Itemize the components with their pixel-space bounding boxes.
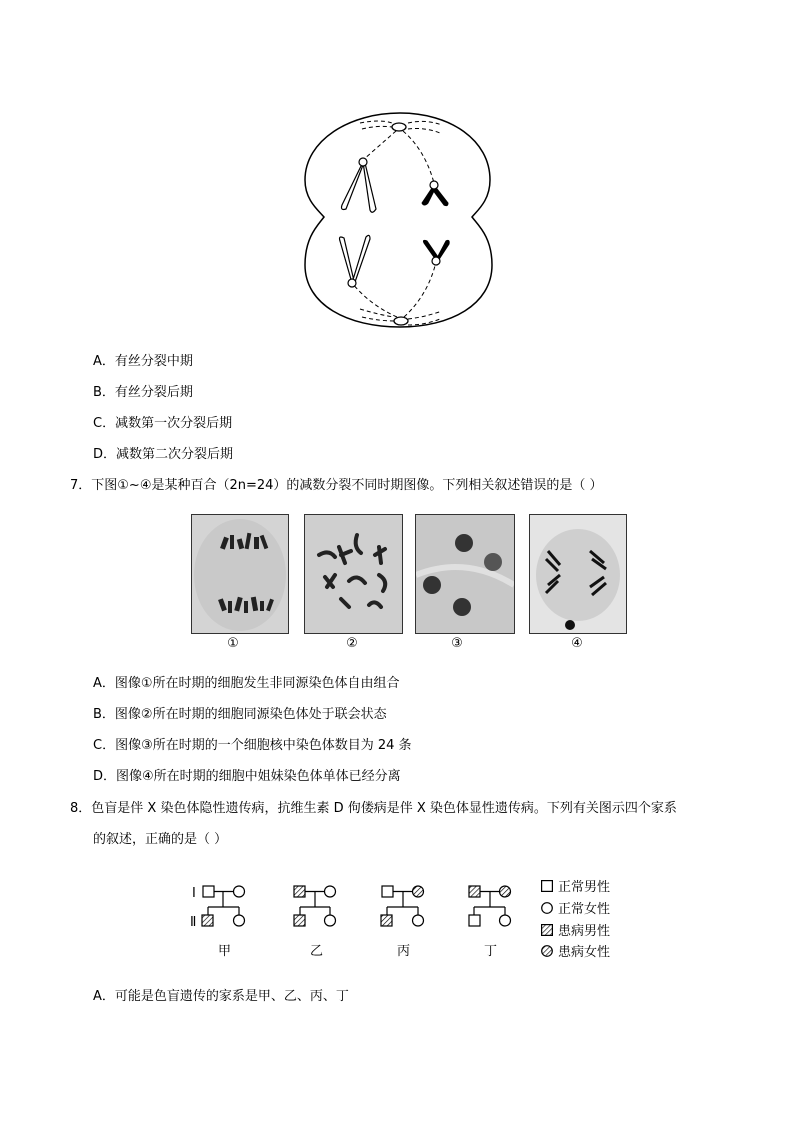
- pedigree-chart: [190, 880, 530, 960]
- family-label-ding: 丁: [484, 944, 498, 959]
- q8-option-a: A．可能是色盲遗传的家系是甲、乙、丙、丁: [93, 989, 349, 1004]
- legend-affected-male: [541, 920, 610, 940]
- generation-label-1: I: [192, 886, 196, 901]
- image-label-4: ④: [571, 636, 583, 651]
- image-label-1: ①: [227, 636, 239, 651]
- image-label-2: ②: [346, 636, 358, 651]
- legend-normal-male: [541, 876, 610, 896]
- cell-division-diagram: [300, 105, 495, 335]
- generation-label-2: Ⅱ: [190, 915, 197, 930]
- q7-option-c: C．图像③所在时期的一个细胞核中染色体数目为 24 条: [93, 738, 412, 753]
- legend-normal-female-label: 正常女性: [558, 902, 611, 917]
- image-label-3: ③: [451, 636, 463, 651]
- legend-affected-female: [541, 941, 610, 961]
- legend-normal-female: [541, 898, 610, 918]
- q6-option-c: C．减数第一次分裂后期: [93, 416, 233, 431]
- affected-male-symbol: [541, 924, 553, 940]
- family-label-jia: 甲: [218, 944, 232, 959]
- affected-female-symbol: [541, 945, 553, 961]
- q8-stem-line2: 的叙述，正确的是（ ）: [93, 832, 228, 847]
- legend-affected-female-label: 患病女性: [558, 945, 611, 960]
- q7-option-d: D．图像④所在时期的细胞中姐妹染色体单体已经分离: [93, 769, 401, 784]
- q6-option-a: A．有丝分裂中期: [93, 354, 193, 369]
- q6-option-b: B．有丝分裂后期: [93, 385, 193, 400]
- q7-option-a: A．图像①所在时期的细胞发生非同源染色体自由组合: [93, 676, 400, 691]
- q7-stem: 7．下图①~④是某种百合（2n=24）的减数分裂不同时期图像。下列相关叙述错误的是（ ）: [70, 478, 603, 493]
- micrograph-3: [415, 514, 515, 634]
- normal-male-symbol: [541, 880, 553, 896]
- q8-stem-line1: 8．色盲是伴 X 染色体隐性遗传病，抗维生素 D 佝偻病是伴 X 染色体显性遗传病。下列有关图示四个家系: [70, 801, 677, 816]
- legend-normal-male-label: 正常男性: [558, 880, 611, 895]
- normal-female-symbol: [541, 902, 553, 918]
- family-label-bing: 丙: [397, 944, 411, 959]
- legend-affected-male-label: 患病男性: [558, 924, 611, 939]
- q7-option-b: B．图像②所在时期的细胞同源染色体处于联会状态: [93, 707, 387, 722]
- micrograph-4: [529, 514, 627, 634]
- q6-option-d: D．减数第二次分裂后期: [93, 447, 234, 462]
- family-label-yi: 乙: [310, 944, 324, 959]
- micrograph-2: [304, 514, 403, 634]
- micrograph-1: [191, 514, 289, 634]
